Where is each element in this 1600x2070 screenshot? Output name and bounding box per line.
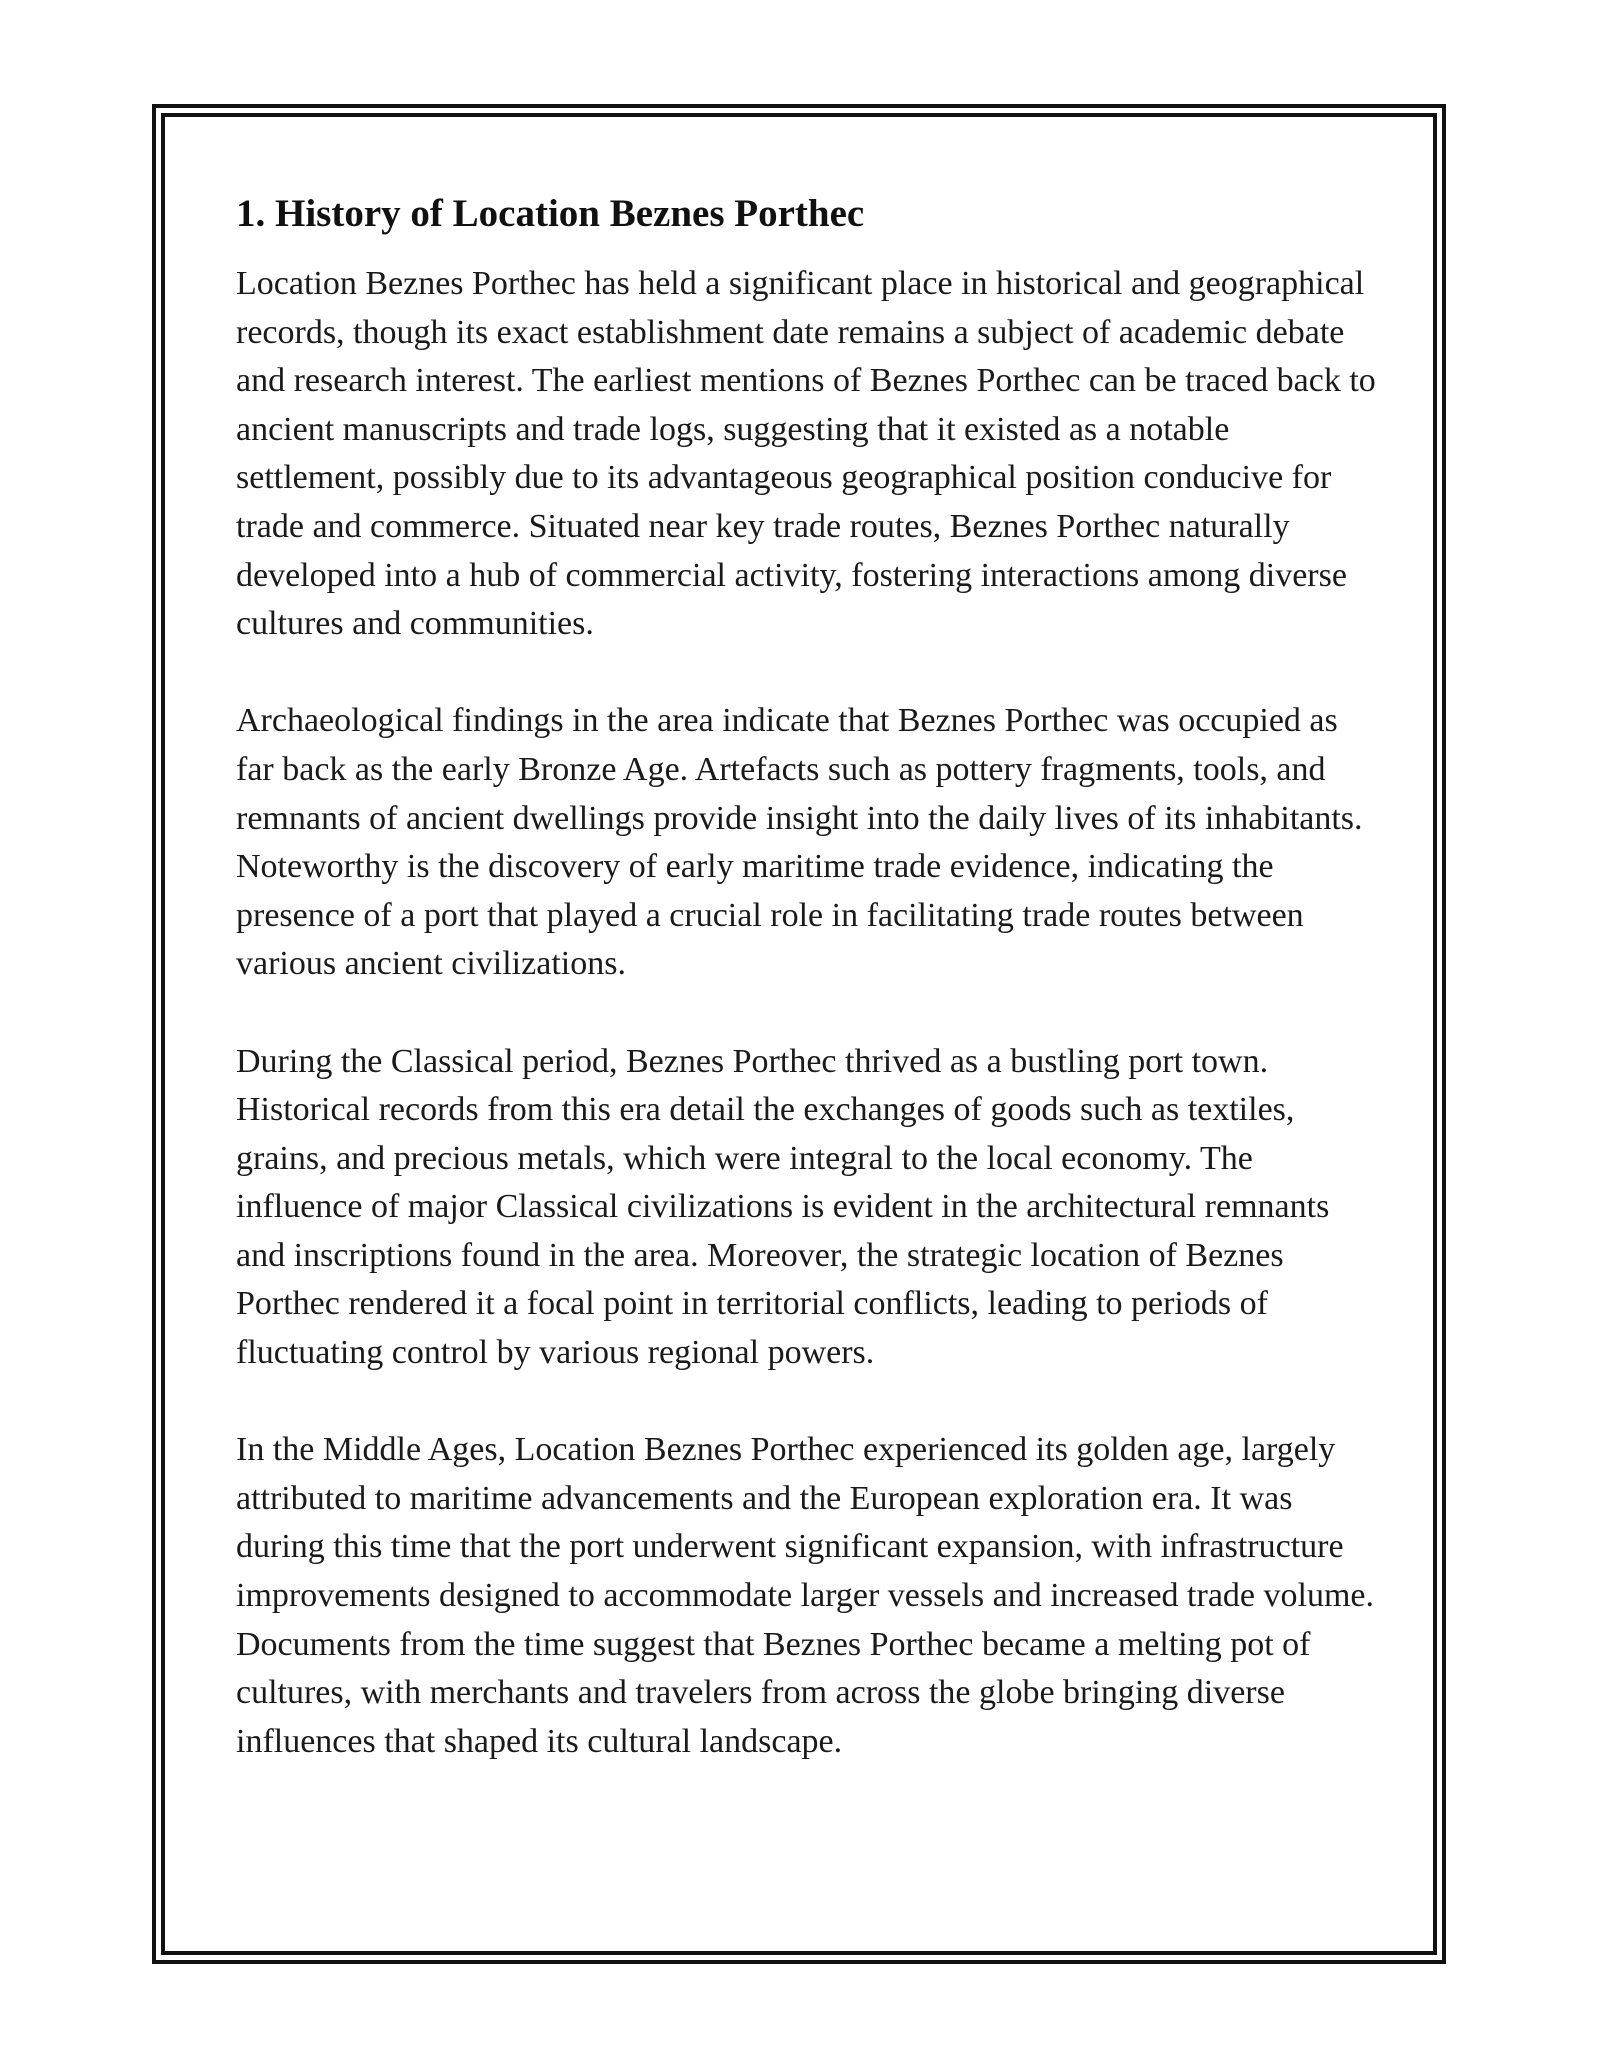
paragraph-1: Location Beznes Porthec has held a significant place in historical and geographical records, though its exact establishment date remains a subject of academic debate and research interest. The earliest mentions of Beznes Porthec can be traced back to ancient manuscripts and trade logs, suggesting that it existed as a notable settlement, possibly due to its advantageous geographical position conducive for trade and commerce. Situated near key trade routes, Beznes Porthec naturally developed into a hub of commercial activity, fostering interactions among diverse cultures and communities.: [236, 265, 1376, 643]
paragraph-2: Archaeological findings in the area indicate that Beznes Porthec was occupied as far back as the early Bronze Age. Artefacts such as pottery fragments, tools, and remnants of ancient dwellings provide insight into the daily lives of its inhabitants. Noteworthy is the discovery of early maritime trade evidence, indicating the presence of a port that played a crucial role in facilitating trade routes between various ancient civilizations.: [236, 702, 1363, 983]
paragraph-3: During the Classical period, Beznes Porthec thrived as a bustling port town. Historical records from this era detail the exchanges of goods such as textiles, grains, and precious metals, which were integral to the local economy. The influence of major Classical civilizations is evident in the architectural remnants and inscriptions found in the area. Moreover, the strategic location of Beznes Porthec rendered it a focal point in territorial conflicts, leading to periods of fluctuating control by various regional powers.: [236, 1042, 1330, 1372]
paragraph-4: In the Middle Ages, Location Beznes Porthec experienced its golden age, largely attributed to maritime advancements and the European exploration era. It was during this time that the port underwent significant expansion, with infrastructure improvements designed to accommodate larger vessels and increased trade volume. Documents from the time suggest that Beznes Porthec became a melting pot of cultures, with merchants and travelers from across the globe bringing diverse influences that shaped its cultural landscape.: [236, 1431, 1374, 1760]
document-content: [236, 186, 1376, 1766]
section-heading: 1. History of Location Beznes Porthec: [236, 192, 865, 235]
